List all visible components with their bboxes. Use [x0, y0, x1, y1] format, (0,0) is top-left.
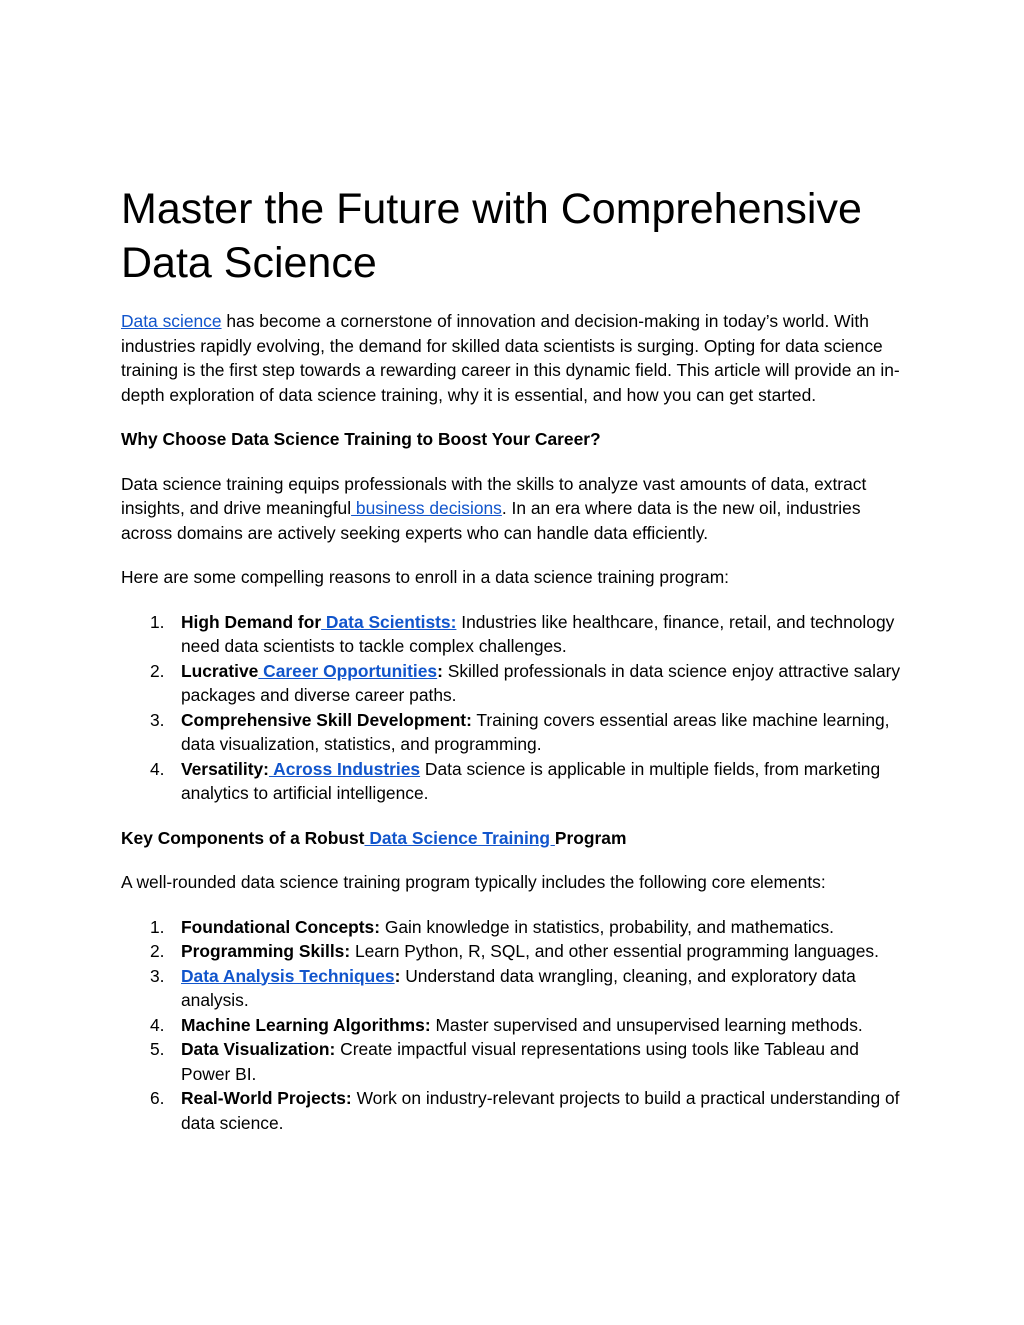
item-bold-label: Versatility: — [181, 758, 269, 779]
list-number: 6. — [150, 1088, 165, 1108]
item-bold-label: Foundational Concepts: — [181, 916, 381, 937]
item-text: Work on industry-relevant projects to build a practical understanding of data science. — [181, 1088, 900, 1133]
data-scientists-link[interactable]: Data Scientists: — [321, 611, 457, 632]
heading-text-b: Program — [554, 827, 627, 848]
list-item — [121, 708, 911, 757]
section-heading-key-components — [121, 826, 911, 851]
list-number: 1. — [150, 611, 165, 632]
list-item — [121, 610, 911, 659]
components-list — [121, 915, 911, 1136]
document-page — [121, 182, 911, 1155]
list-number: 2. — [150, 941, 165, 961]
page-title: Master the Future with Comprehensive Data Science — [121, 185, 862, 287]
list-item — [121, 1013, 911, 1038]
section1-text-a: Data science training equips professionals with the skills to analyze vast amounts of data, extract insights, and drive meaningful — [121, 473, 867, 518]
across-industries-link[interactable]: Across Industries — [268, 758, 421, 779]
item-bold-colon: : — [394, 965, 401, 986]
list-number: 2. — [150, 660, 165, 681]
list-item — [121, 1086, 911, 1135]
list-item — [121, 659, 911, 708]
list-item — [121, 757, 911, 806]
section1-paragraph — [121, 472, 911, 546]
item-bold-label: Data Visualization: — [181, 1039, 336, 1059]
item-text: Learn Python, R, SQL, and other essential programming languages. — [350, 941, 879, 961]
section-heading-why-choose: Why Choose Data Science Training to Boost Your Career? — [121, 429, 601, 449]
item-bold-label: Comprehensive Skill Development: — [181, 709, 472, 730]
list-item — [121, 939, 911, 964]
list-number: 4. — [150, 1014, 165, 1035]
item-text: Master supervised and unsupervised learning methods. — [430, 1014, 863, 1035]
business-decisions-link[interactable]: business decisions — [351, 498, 502, 518]
list-item — [121, 915, 911, 940]
item-text: Training covers essential areas like machine learning, data visualization, statistics, and programming. — [181, 709, 890, 754]
data-science-link[interactable]: Data science — [121, 311, 222, 331]
item-bold-label: Programming Skills: — [181, 941, 351, 961]
section1-text-b: . In an era where data is the new oil, industries across domains are actively seeking experts who can handle data efficiently. — [121, 498, 861, 543]
item-text: Data science is applicable in multiple fields, from marketing analytics to artificial intelligence. — [181, 758, 881, 803]
data-science-training-link[interactable]: Data Science Training — [364, 827, 555, 848]
list-number: 5. — [150, 1039, 165, 1059]
list-item — [121, 964, 911, 1013]
career-opportunities-link[interactable]: Career Opportunities — [258, 660, 438, 681]
item-text: Industries like healthcare, finance, retail, and technology need data scientists to tackle complex challenges. — [181, 611, 895, 656]
data-analysis-techniques-link[interactable]: Data Analysis Techniques — [181, 965, 395, 986]
item-text: Skilled professionals in data science enjoy attractive salary packages and diverse career paths. — [181, 660, 901, 705]
list-number: 3. — [150, 965, 165, 986]
item-bold-colon: : — [437, 660, 443, 681]
list-number: 1. — [150, 916, 165, 937]
item-text: Gain knowledge in statistics, probability, and mathematics. — [380, 916, 835, 937]
item-text: Understand data wrangling, cleaning, and exploratory data analysis. — [181, 965, 856, 1010]
reasons-intro-paragraph: Here are some compelling reasons to enroll in a data science training program: — [121, 567, 730, 587]
list-number: 4. — [150, 758, 165, 779]
list-item — [121, 1037, 911, 1086]
item-bold-label: Machine Learning Algorithms: — [181, 1014, 431, 1035]
intro-paragraph — [121, 309, 911, 407]
item-bold-label: Real-World Projects: — [181, 1088, 352, 1108]
components-intro-paragraph: A well-rounded data science training program typically includes the following core elements: — [121, 872, 826, 892]
list-number: 3. — [150, 709, 165, 730]
intro-text: has become a cornerstone of innovation and decision-making in today’s world. With industries rapidly evolving, the demand for skilled data scientists is surging. Opting for data science training is the first step towards a rewarding career in this dynamic field. This article will provide an in-depth exploration of data science training, why it is essential, and how you can get started. — [121, 311, 900, 405]
reasons-list — [121, 610, 911, 806]
item-bold-label: Lucrative — [181, 660, 259, 681]
item-text: Create impactful visual representations using tools like Tableau and Power BI. — [181, 1039, 859, 1084]
heading-text-a: Key Components of a Robust — [121, 827, 365, 848]
item-bold-label: High Demand for — [181, 611, 322, 632]
